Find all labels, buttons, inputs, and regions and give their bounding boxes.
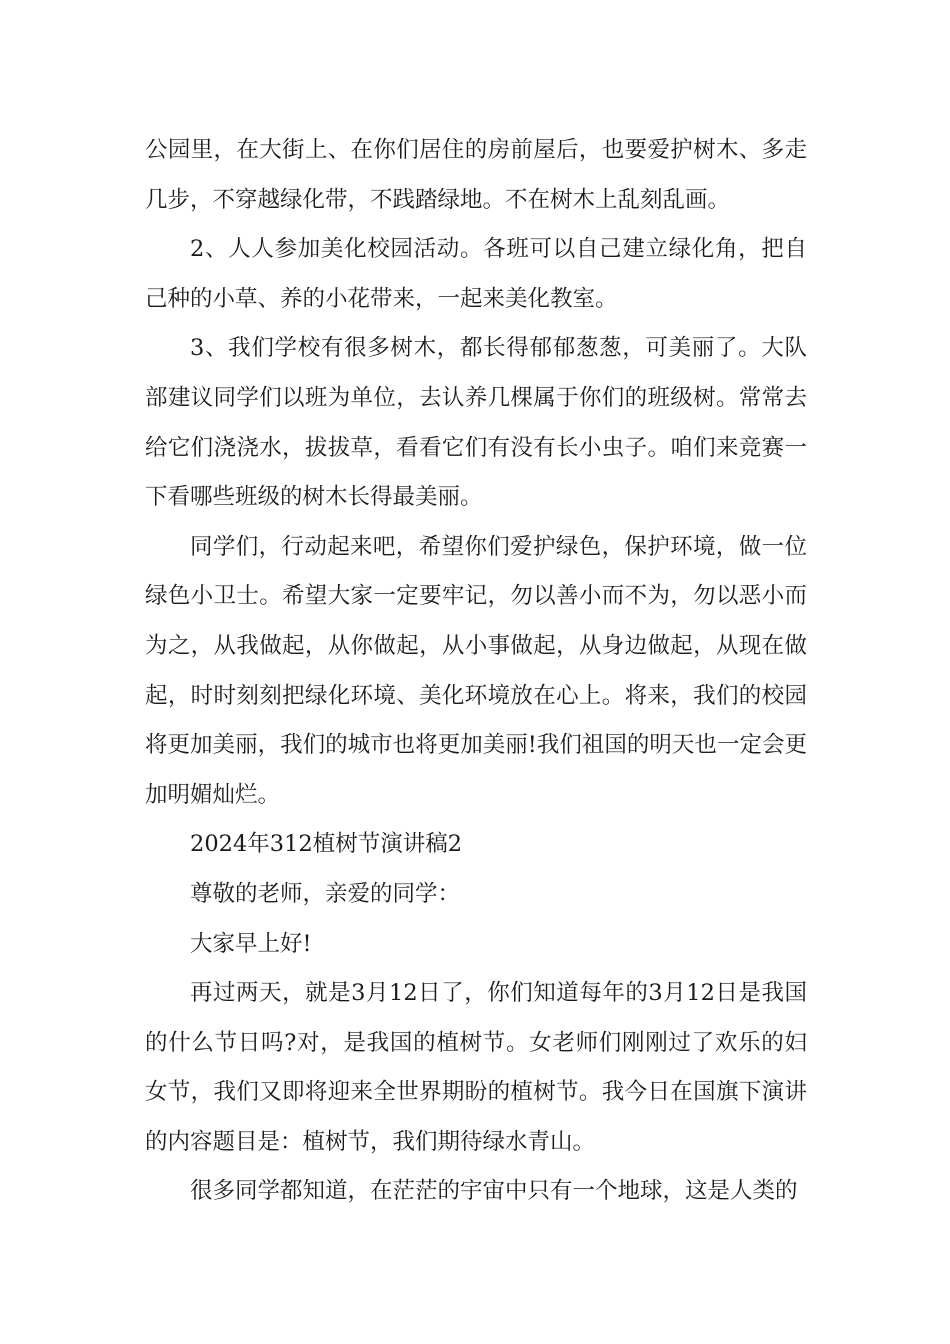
paragraph-1: 公园里，在大街上、在你们居住的房前屋后，也要爱护树木、多走几步，不穿越绿化带，不践踏绿地。不在树木上乱刻乱画。: [145, 137, 807, 213]
paragraph-2: 2、人人参加美化校园活动。各班可以自己建立绿化角，把自己种的小草、养的小花带来，一起来美化教室。: [145, 236, 807, 312]
salutation: 尊敬的老师，亲爱的同学：: [190, 880, 461, 907]
paragraph-3: 3、我们学校有很多树木，都长得郁郁葱葱，可美丽了。大队部建议同学们以班为单位，去认养几棵属于你们的班级树。常常去给它们浇浇水，拔拔草，看看它们有没有长小虫子。咱们来竞赛一下看哪些班级的树木长得最美丽。: [145, 335, 807, 511]
paragraph-4: 同学们，行动起来吧，希望你们爱护绿色，保护环境，做一位绿色小卫士。希望大家一定要牢记，勿以善小而不为，勿以恶小而为之，从我做起，从你做起，从小事做起，从身边做起，从现在做起，时时刻刻把绿化环境、美化环境放在心上。将来，我们的校园将更加美丽，我们的城市也将更加美丽!我们祖国的明天也一定会更加明媚灿烂。: [145, 533, 807, 808]
paragraph-6: 很多同学都知道，在茫茫的宇宙中只有一个地球，这是人类的: [190, 1178, 798, 1205]
section-title: 2024年312植树节演讲稿2: [190, 831, 463, 858]
document-body: [145, 126, 807, 1217]
paragraph-5: 再过两天，就是3月12日了，你们知道每年的3月12日是我国的什么节日吗?对，是我国的植树节。女老师们刚刚过了欢乐的妇女节，我们又即将迎来全世界期盼的植树节。我今日在国旗下演讲的内容题目是：植树节，我们期待绿水青山。: [145, 980, 807, 1155]
greeting: 大家早上好!: [190, 930, 312, 957]
